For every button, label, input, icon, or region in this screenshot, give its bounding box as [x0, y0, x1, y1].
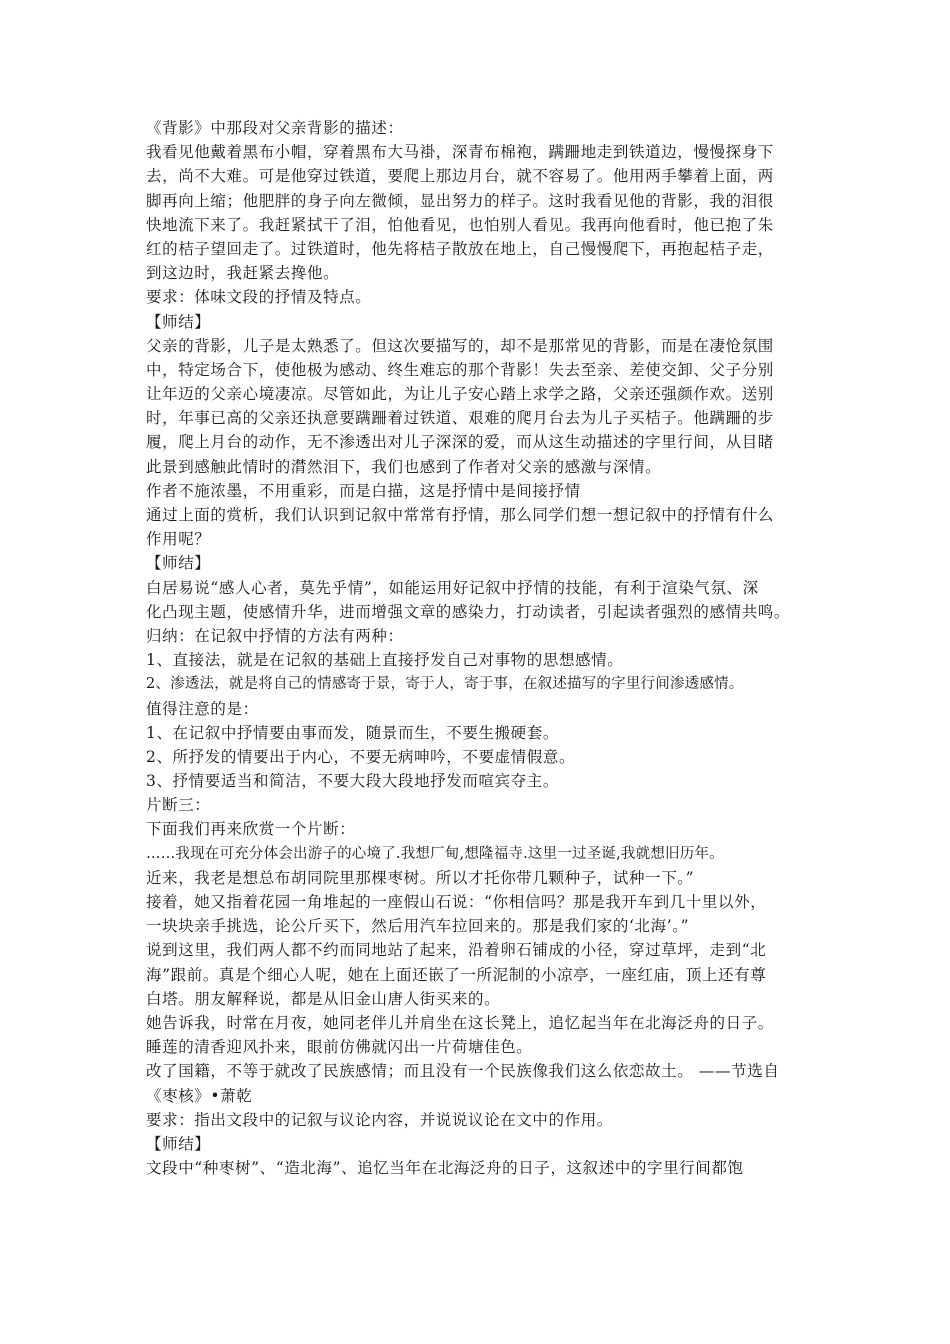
- text-line: 化凸现主题，使感情升华，进而增强文章的感染力，打动读者，引起读者强烈的感情共鸣。: [146, 602, 791, 621]
- text-line: 去，尚不大难。可是他穿过铁道，要爬上那边月台，就不容易了。他用两手攀着上面，两: [146, 167, 774, 186]
- text-line: 归纳：在记叙中抒情的方法有两种：: [146, 626, 404, 645]
- text-line: 父亲的背影，儿子是太熟悉了。但这次要描写的，却不是那常见的背影，而是在凄怆氛围: [146, 336, 774, 355]
- list-item: 1、在记叙中抒情要由事而发，随景而生，不要生搬硬套。: [146, 723, 559, 742]
- text-line: 说到这里，我们两人都不约而同地站了起来，沿着卵石铺成的小径，穿过草坪，走到“北: [146, 941, 767, 960]
- text-line: 海”跟前。真是个细心人呢，她在上面还嵌了一所泥制的小凉亭，一座红庙，顶上还有尊: [146, 965, 767, 984]
- text-line: 让年迈的父亲心境凄凉。尽管如此，为让儿子安心踏上求学之路，父亲还强颜作欢。送别: [146, 385, 774, 404]
- source-citation: 《枣核》•萧乾: [146, 1086, 253, 1105]
- document-body: [146, 116, 826, 1180]
- teacher-summary-label: 【师结】: [146, 1134, 211, 1153]
- text-line: 睡莲的清香迎风扑来，眼前仿佛就闪出一片荷塘佳色。: [146, 1038, 533, 1057]
- heading-line: 《背影》中那段对父亲背影的描述：: [146, 119, 404, 137]
- text-line: 脚再向上缩；他肥胖的身子向左微倾，显出努力的样子。这时我看见他的背影，我的泪很: [146, 191, 774, 210]
- text-line: 下面我们再来欣赏一个片断：: [146, 820, 356, 839]
- text-line: 一块块亲手挑选，论公斤买下，然后用汽车拉回来的。那是我们家的‘北海’。”: [146, 917, 690, 936]
- list-item: 3、抒情要适当和简洁，不要大段大段地抒发而喧宾夺主。: [146, 772, 559, 791]
- text-line: 她告诉我，时常在月夜，她同老伴儿并肩坐在这长凳上，追忆起当年在北海泛舟的日子。: [146, 1013, 774, 1032]
- list-item: 1、直接法，就是在记叙的基础上直接抒发自己对事物的思想感情。: [146, 651, 624, 670]
- text-line: 到这边时，我赶紧去搀他。: [146, 264, 340, 283]
- text-line: 近来，我老是想总布胡同院里那棵枣树。所以才托你带几颗种子，试种一下。”: [146, 868, 695, 887]
- text-line: 作用呢？: [146, 530, 211, 549]
- text-line: 履，爬上月台的动作，无不渗透出对儿子深深的爱，而从这生动描述的字里行间，从目睹: [146, 433, 774, 452]
- text-line: 中，特定场合下，使他极为感动、终生难忘的那个背影！失去至亲、差使交卸、父子分别: [146, 360, 774, 379]
- text-line: 白居易说“感人心者，莫先乎情”，如能运用好记叙中抒情的技能，有利于渲染气氛、深: [146, 578, 759, 597]
- text-line: 作者不施浓墨，不用重彩，而是白描，这是抒情中是间接抒情: [146, 481, 581, 500]
- text-line: 白塔。朋友解释说，都是从旧金山唐人街买来的。: [146, 989, 501, 1008]
- text-line: 红的桔子望回走了。过铁道时，他先将桔子散放在地上，自己慢慢爬下，再抱起桔子走，: [146, 239, 774, 258]
- list-item: 2、渗透法，就是将自己的情感寄于景，寄于人，寄于事，在叙述描写的字里行间渗透感情。: [146, 676, 744, 693]
- requirement-line: 要求：指出文段中的记叙与议论内容，并说说议论在文中的作用。: [146, 1110, 613, 1129]
- text-line: 我看见他戴着黑布小帽，穿着黑布大马褂，深青布棉袍，蹒跚地走到铁道边，慢慢探身下: [146, 143, 774, 162]
- list-item: 2、所抒发的情要出于内心，不要无病呻吟，不要虚情假意。: [146, 747, 576, 766]
- text-line: 值得注意的是：: [146, 699, 259, 718]
- requirement-line: 要求：体味文段的抒情及特点。: [146, 288, 372, 307]
- teacher-summary-label: 【师结】: [146, 554, 211, 573]
- text-line: 改了国籍，不等于就改了民族感情；而且没有一个民族像我们这么依恋故土。 ——节选自: [146, 1062, 780, 1081]
- text-line: 快地流下来了。我赶紧拭干了泪，怕他看见，也怕别人看见。我再向他看时，他已抱了朱: [146, 215, 774, 234]
- text-line: ……我现在可充分体会出游子的心境了.我想厂甸,想隆福寺.这里一过圣诞,我就想旧历年。: [146, 845, 724, 862]
- text-line: 时，年事已高的父亲还执意要蹒跚着过铁道、艰难的爬月台去为儿子买桔子。他蹒跚的步: [146, 409, 774, 428]
- section-heading: 片断三：: [146, 796, 211, 815]
- text-line: 文段中“种枣树”、“造北海”、追忆当年在北海泛舟的日子，这叙述中的字里行间都饱: [146, 1159, 744, 1178]
- text-line: 接着，她又指着花园一角堆起的一座假山石说：“你相信吗？那是我开车到几十里以外，: [146, 893, 767, 911]
- text-line: 通过上面的赏析，我们认识到记叙中常常有抒情，那么同学们想一想记叙中的抒情有什么: [146, 506, 774, 524]
- text-line: 此景到感触此情时的潸然泪下，我们也感到了作者对父亲的感激与深情。: [146, 457, 662, 476]
- teacher-summary-label: 【师结】: [146, 312, 211, 331]
